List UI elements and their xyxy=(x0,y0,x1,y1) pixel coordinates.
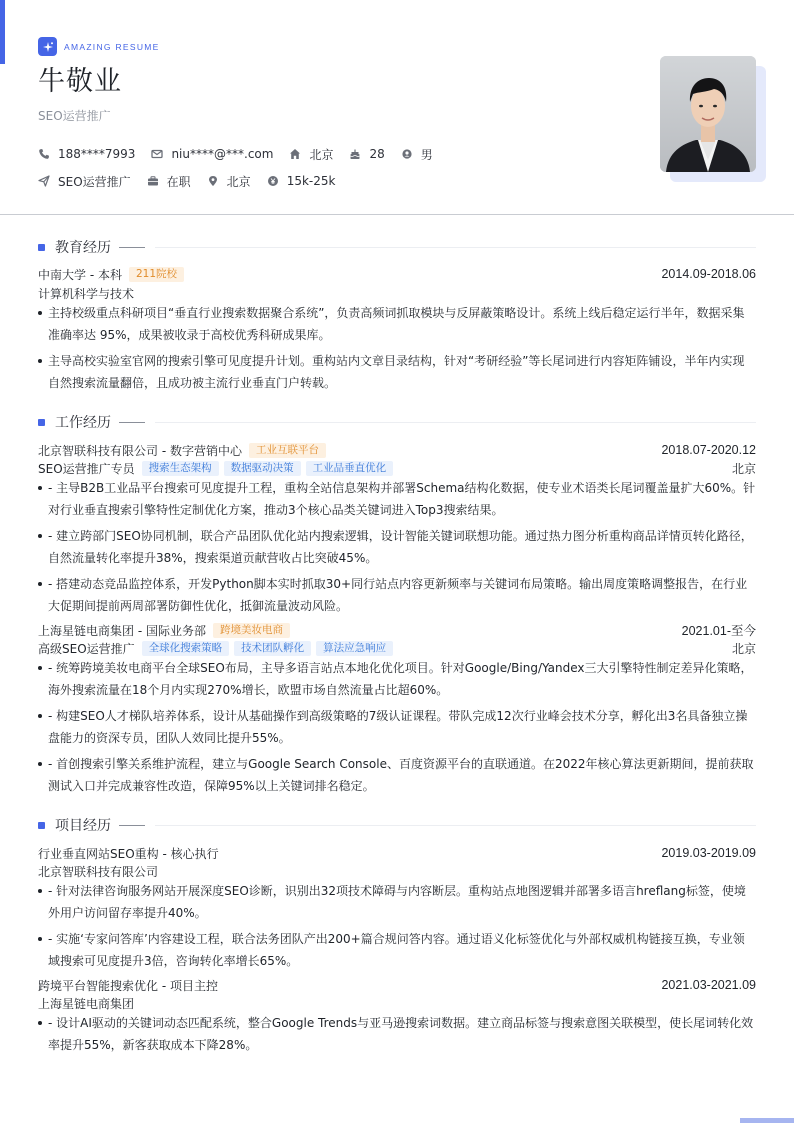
age-item xyxy=(349,147,384,161)
phone-item xyxy=(38,147,135,161)
job-role: SEO运营推广专员 xyxy=(38,461,135,476)
section-line xyxy=(155,825,756,826)
skill-tag: 搜索生态架构 xyxy=(142,461,219,476)
salary-icon xyxy=(267,175,279,187)
project-company-row xyxy=(38,994,756,1012)
education-bullet: 主导高校实验室官网的搜索引擎可见度提升计划。重构站内文章目录结构，针对“考研经验”等长尾词进行内容矩阵铺设，半年内实现自然搜索流量翻倍，且成功被主流行业垂直门户转载。 xyxy=(38,350,756,394)
project-title: 跨境平台智能搜索优化 - 项目主控 xyxy=(38,978,218,993)
sparkle-icon xyxy=(38,37,57,56)
candidate-name: 牛敬业 xyxy=(38,66,122,97)
age-value: 28 xyxy=(369,147,385,161)
salary-item xyxy=(267,174,336,188)
section-title: 工作经历 xyxy=(55,415,111,431)
job-bullet: - 主导B2B工业品平台搜索可见度提升工程，重构全站信息架构并部署Schema结构化数据，使专业术语类长尾词覆盖量扩大60%。针对行业垂直搜索引擎特性定制优化方案，推动3个核心品类关键词进入Top3搜索结果。 xyxy=(38,477,756,521)
job-bullet: - 首创搜索引擎关系维护流程，建立与Google Search Console、百度资源平台的直联通道。在2022年核心算法更新期间，提前获取测试入口并完成兼容性改造，保障95%以上关键词排名稳定。 xyxy=(38,753,756,797)
location-icon xyxy=(207,175,219,187)
footer-accent-bar xyxy=(740,1118,794,1123)
job-role-row xyxy=(38,639,756,657)
email-value: niu****@***.com xyxy=(171,147,274,161)
briefcase-icon xyxy=(147,175,159,187)
education-major-row xyxy=(38,284,756,302)
contact-row xyxy=(38,145,449,163)
salary-value: 15k-25k xyxy=(286,174,336,188)
job-intention-row xyxy=(38,172,351,190)
job-bullet: - 搭建动态竞品监控体系，开发Python脚本实时抓取30+同行站点内容更新频率与关键词布局策略。输出周度策略调整报告，在行业大促期间提前两周部署防御性优化，抵御流量波动风险。 xyxy=(38,573,756,617)
company-tag: 工业互联平台 xyxy=(249,443,326,458)
education-bullet: 主持校级重点科研项目“垂直行业搜索数据聚合系统”，负责高频词抓取模块与反屏蔽策略设计。系统上线后稳定运行半年，数据采集准确率达 95%，成果被收录于高校优秀科研成果库。 xyxy=(38,302,756,346)
company-tag: 跨境美妆电商 xyxy=(213,623,290,638)
target-city-item xyxy=(207,173,251,190)
job-bullet: - 建立跨部门SEO协同机制，联合产品团队优化站内搜索逻辑，设计智能关键词联想功能。通过热力图分析重构商品详情页转化路径，自然流量转化率提升38%，搜索渠道贡献营收占比突破45%。 xyxy=(38,525,756,569)
section-projects xyxy=(38,815,756,835)
target-position-item xyxy=(38,173,131,190)
project-date: 2021.03-2021.09 xyxy=(661,978,756,992)
section-dash xyxy=(119,825,145,826)
job-bullet: - 统筹跨境美妆电商平台全球SEO布局，主导多语言站点本地化优化项目。针对Google/Bing/Yandex三大引擎特性制定差异化策略，海外搜索流量在18个月内实现270%增长，欧盟市场自然流量占比超60%。 xyxy=(38,657,756,701)
gender-icon xyxy=(401,148,413,160)
target-position-value: SEO运营推广 xyxy=(58,174,131,189)
job-role: 高级SEO运营推广 xyxy=(38,641,135,656)
school-tag: 211院校 xyxy=(129,267,184,282)
major: 计算机科学与技术 xyxy=(38,286,135,301)
job-city: 北京 xyxy=(731,641,756,656)
project-bullet: - 针对法律咨询服务网站开展深度SEO诊断，识别出32项技术障碍与内容断层。重构站点地图逻辑并部署多语言hreflang标签，使境外用户访问留存率提升40%。 xyxy=(38,880,756,924)
job-header xyxy=(38,621,756,639)
city-item xyxy=(289,146,333,163)
brand-label: AMAZING RESUME xyxy=(64,41,160,52)
section-marker xyxy=(38,419,45,426)
gender-item xyxy=(401,146,433,163)
section-education xyxy=(38,237,756,257)
home-icon xyxy=(289,148,301,160)
education-header xyxy=(38,265,756,283)
job-role-row xyxy=(38,459,756,477)
status-value: 在职 xyxy=(166,174,191,189)
skill-tag: 数据驱动决策 xyxy=(224,461,301,476)
section-marker xyxy=(38,822,45,829)
email-icon xyxy=(151,148,163,160)
project-bullet: - 实施‘专家问答库’内容建设工程，联合法务团队产出200+篇合规问答内容。通过语义化标签优化与外部权威机构链接互换，专业领域搜索可见度提升3倍，咨询转化率增长65%。 xyxy=(38,928,756,972)
project-date: 2019.03-2019.09 xyxy=(661,846,756,860)
project-company-row xyxy=(38,862,756,880)
school-name: 中南大学 - 本科 xyxy=(38,267,122,282)
gender-value: 男 xyxy=(420,147,433,162)
skill-tag: 技术团队孵化 xyxy=(234,641,311,656)
education-date: 2014.09-2018.06 xyxy=(661,267,756,281)
skill-tag: 工业品垂直优化 xyxy=(306,461,394,476)
cake-icon xyxy=(349,148,361,160)
project-title: 行业垂直网站SEO重构 - 核心执行 xyxy=(38,846,219,861)
avatar xyxy=(660,56,756,172)
job-date: 2021.01-至今 xyxy=(681,624,756,638)
section-line xyxy=(155,422,756,423)
project-company: 上海星链电商集团 xyxy=(38,996,135,1011)
job-city: 北京 xyxy=(731,461,756,476)
section-line xyxy=(155,247,756,248)
phone-icon xyxy=(38,148,50,160)
header-divider xyxy=(0,214,794,215)
skill-tag: 全球化搜索策略 xyxy=(142,641,230,656)
section-work xyxy=(38,412,756,432)
job-title: SEO运营推广 xyxy=(38,109,111,123)
section-dash xyxy=(119,422,145,423)
job-header xyxy=(38,441,756,459)
project-bullet: - 设计AI驱动的关键词动态匹配系统，整合Google Trends与亚马逊搜索词数据。建立商品标签与搜索意图关联模型，使长尾词转化效率提升55%，新客获取成本下降28%。 xyxy=(38,1012,756,1056)
project-header xyxy=(38,976,756,994)
send-icon xyxy=(38,175,50,187)
status-item xyxy=(147,173,191,190)
section-marker xyxy=(38,244,45,251)
company-name: 北京智联科技有限公司 - 数字营销中心 xyxy=(38,443,242,458)
job-date: 2018.07-2020.12 xyxy=(661,443,756,457)
company-name: 上海星链电商集团 - 国际业务部 xyxy=(38,623,206,638)
section-dash xyxy=(119,247,145,248)
brand xyxy=(38,37,160,56)
skill-tag: 算法应急响应 xyxy=(316,641,393,656)
email-item xyxy=(151,147,273,161)
city-value: 北京 xyxy=(309,147,334,162)
project-header xyxy=(38,844,756,862)
profile-photo xyxy=(660,56,766,182)
phone-value: 188****7993 xyxy=(58,147,136,161)
section-title: 项目经历 xyxy=(55,818,111,834)
target-city-value: 北京 xyxy=(226,174,251,189)
project-company: 北京智联科技有限公司 xyxy=(38,864,159,879)
job-bullet: - 构建SEO人才梯队培养体系，设计从基础操作到高级策略的7级认证课程。带队完成12次行业峰会技术分享，孵化出3名具备独立操盘能力的资深专员，团队人效同比提升55%。 xyxy=(38,705,756,749)
section-title: 教育经历 xyxy=(55,240,111,256)
accent-bar xyxy=(0,0,5,64)
